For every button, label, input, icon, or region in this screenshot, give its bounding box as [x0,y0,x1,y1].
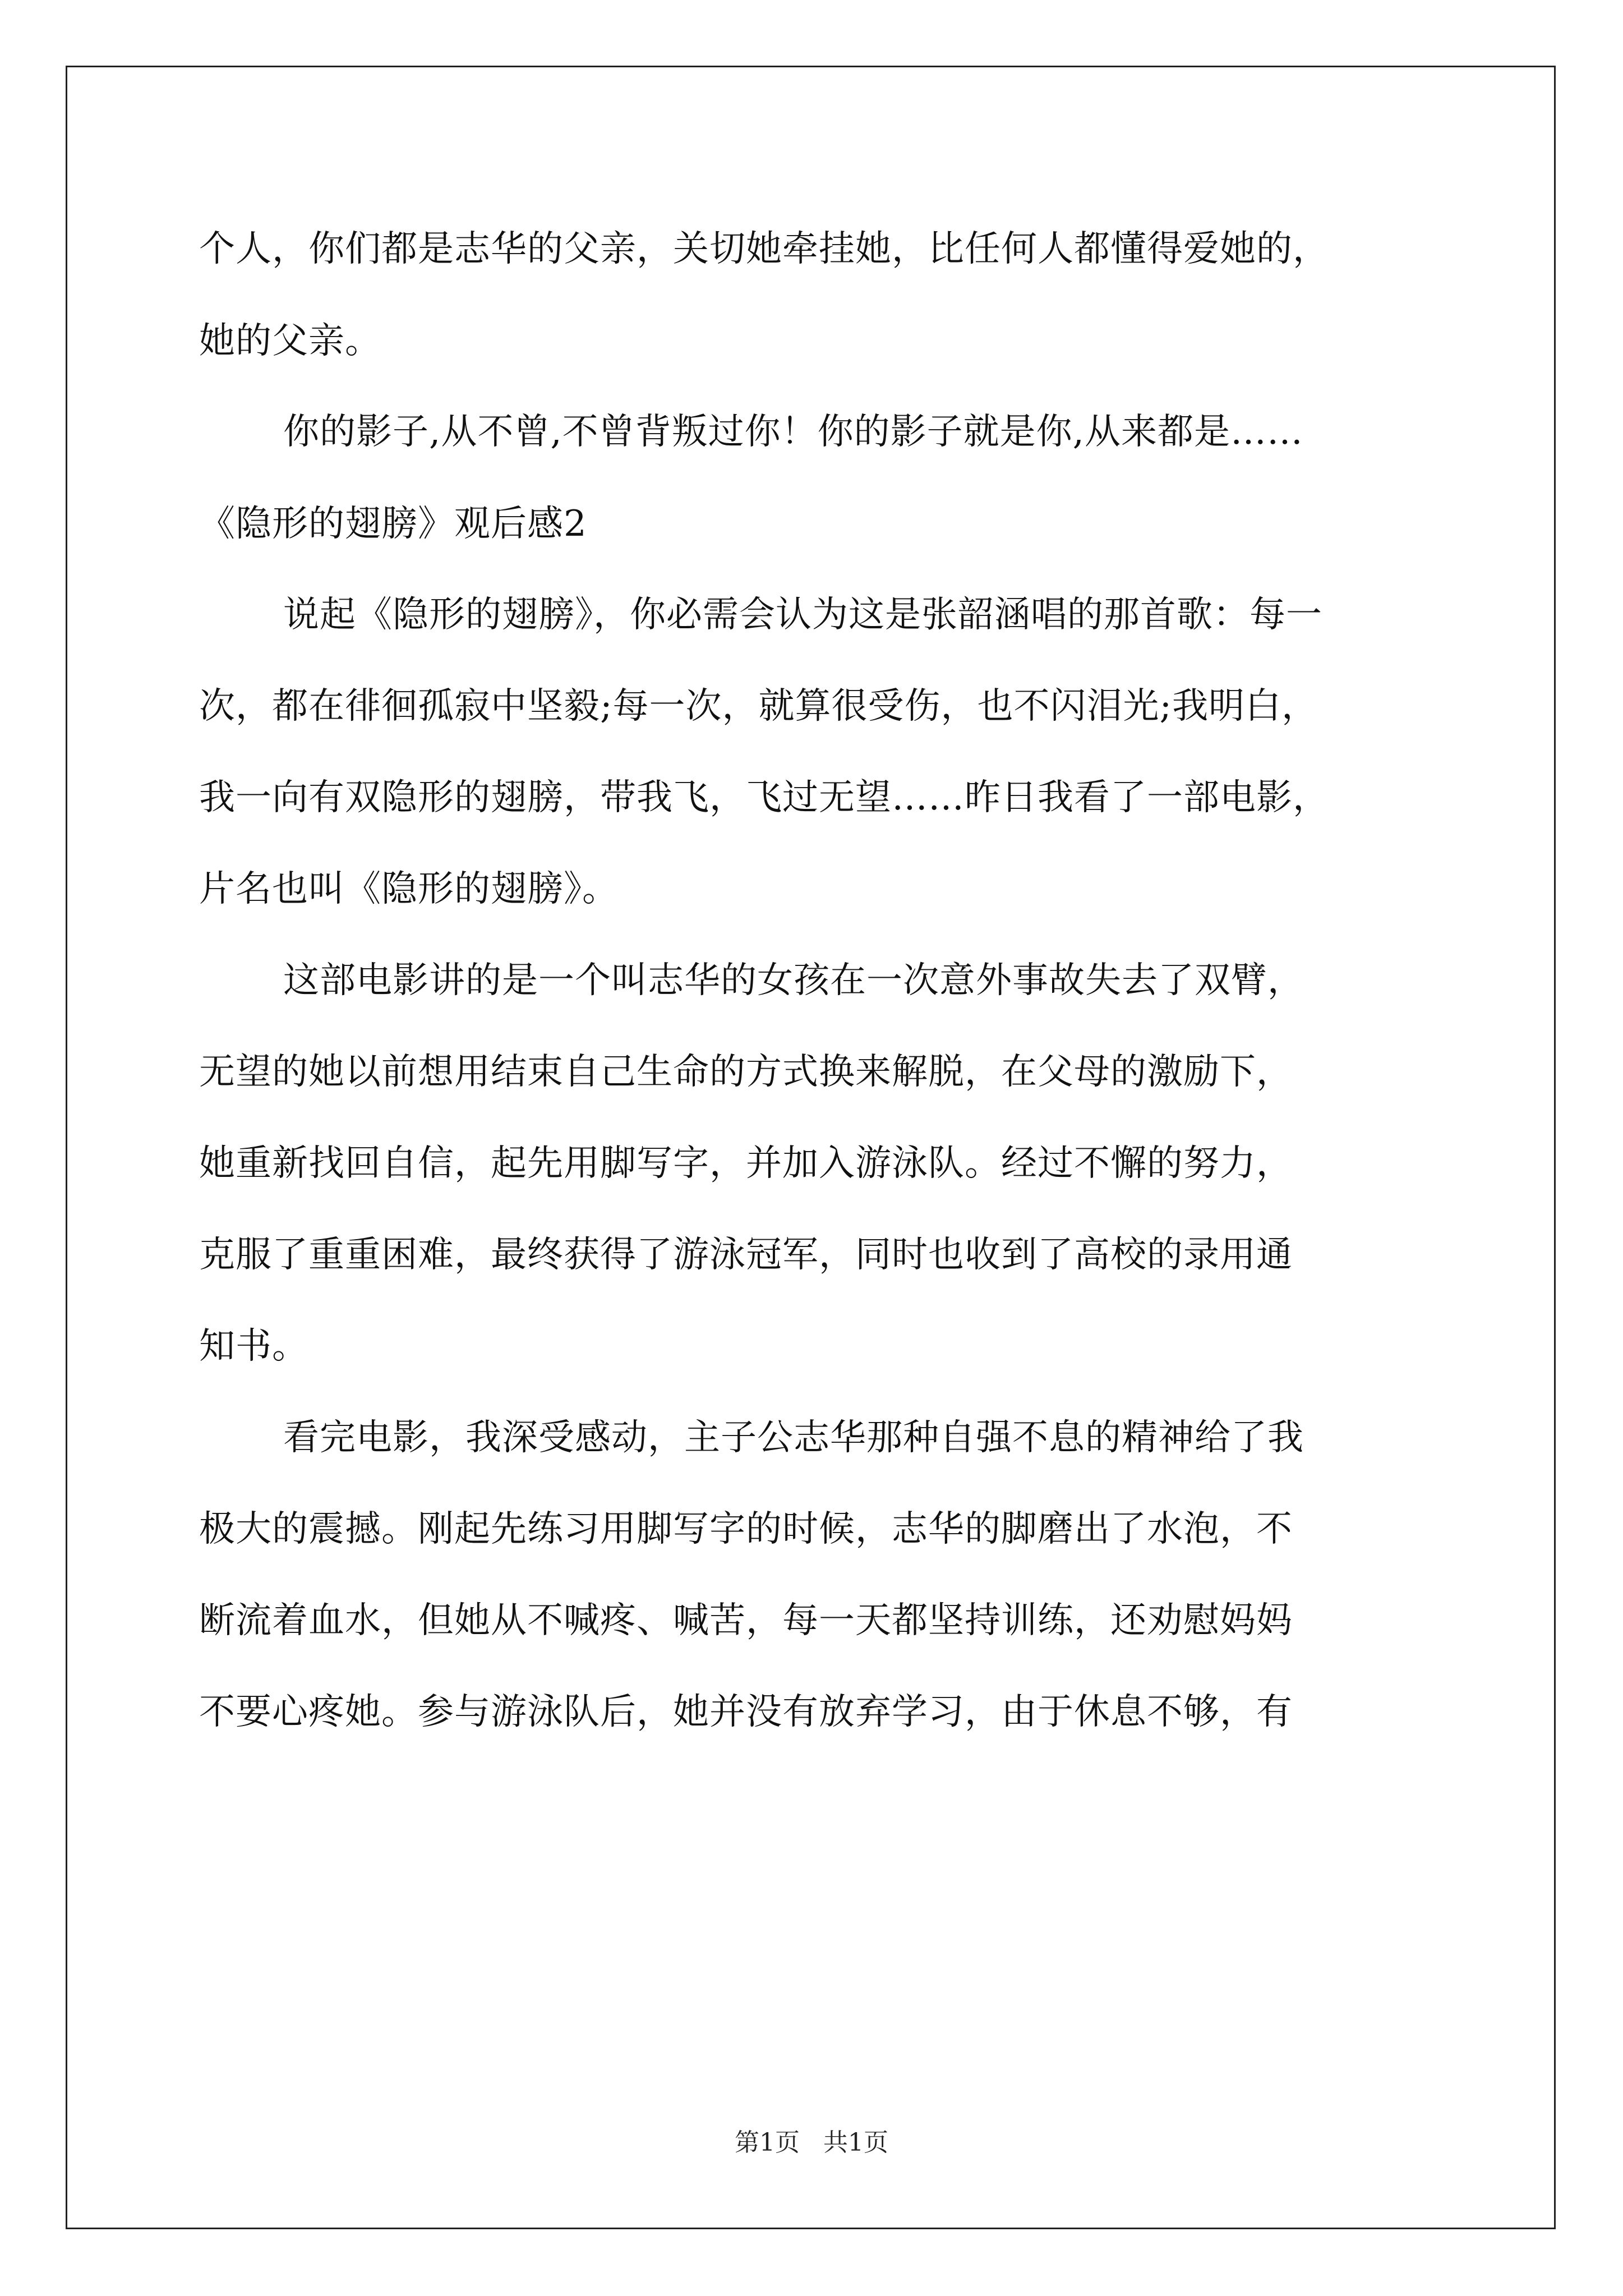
text-line-3: 你的影子,从不曾,不曾背叛过你！你的影子就是你,从来都是…… [283,411,1304,453]
text-line-12: 克服了重重困难，最终获得了游泳冠军，同时也收到了高校的录用通 [199,1234,1293,1276]
text-line-15: 极大的震撼。刚起先练习用脚写字的时候，志华的脚磨出了水泡，不 [199,1508,1293,1550]
text-line-13: 知书。 [199,1326,308,1367]
text-line-10: 无望的她以前想用结束自己生命的方式换来解脱，在父母的激励下， [199,1051,1293,1093]
page-number: 第1页 [735,2128,800,2157]
text-line-9: 这部电影讲的是一个叫志华的女孩在一次意外事故失去了双臂， [283,960,1304,1001]
text-line-17: 不要心疼她。参与游泳队后，她并没有放弃学习，由于休息不够，有 [199,1691,1293,1733]
text-line-16: 断流着血水，但她从不喊疼、喊苦，每一天都坚持训练，还劝慰妈妈 [199,1600,1293,1641]
text-line-5: 说起《隐形的翅膀》，你必需会认为这是张韶涵唱的那首歌：每一 [283,594,1322,636]
text-line-1: 个人，你们都是志华的父亲，关切她牵挂她，比任何人都懂得爱她的， [199,228,1329,270]
text-line-8: 片名也叫《隐形的翅膀》。 [199,868,619,910]
text-line-7: 我一向有双隐形的翅膀，带我飞，飞过无望……昨日我看了一部电影， [199,777,1329,818]
page-footer [0,2129,1623,2157]
text-line-6: 次，都在徘徊孤寂中坚毅;每一次，就算很受伤，也不闪泪光;我明白， [199,685,1318,727]
text-line-14: 看完电影，我深受感动，主子公志华那种自强不息的精神给了我 [283,1417,1304,1458]
text-line-2: 她的父亲。 [199,320,381,362]
section-heading: 《隐形的翅膀》观后感2 [199,503,587,545]
page-total: 共1页 [823,2128,888,2157]
text-line-11: 她重新找回自信，起先用脚写字，并加入游泳队。经过不懈的努力， [199,1143,1293,1184]
